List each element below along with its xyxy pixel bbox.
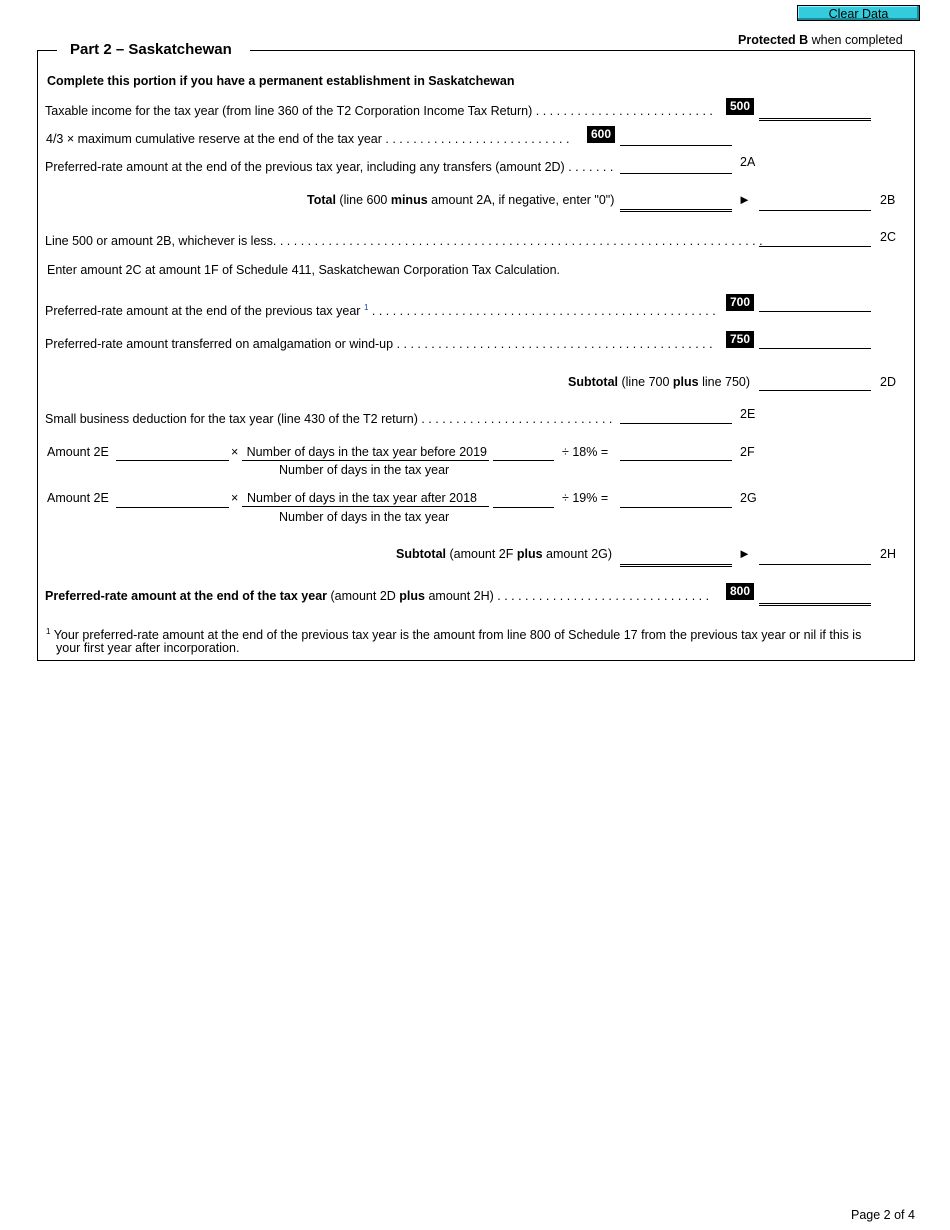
line-600-label: 4/3 × maximum cumulative reserve at the end of the tax year . . . . . . . . . . . . . . . . . . . . . . . . . . . bbox=[46, 132, 570, 146]
amount-2d-label: Subtotal (line 700 plus line 750) bbox=[568, 375, 751, 389]
amount-2e-label: Small business deduction for the tax year (line 430 of the T2 return) . . . . . . . . . . . . . . . . . . . . . . . . . . . . bbox=[45, 412, 613, 426]
amount-2h-label: Subtotal (amount 2F plus amount 2G) bbox=[396, 547, 613, 561]
line-600-code: 600 bbox=[587, 126, 615, 143]
line-500-label: Taxable income for the tax year (from line 360 of the T2 Corporation Income Tax Return) . . . . . . . . . . . . . . . . . . . . . . . . . . bbox=[45, 104, 713, 118]
amount-2g-denominator: Number of days in the tax year bbox=[279, 510, 450, 524]
amount-2b-ref: 2B bbox=[880, 193, 896, 207]
amount-2d-input[interactable] bbox=[759, 375, 871, 391]
line-750-code: 750 bbox=[726, 331, 754, 348]
footnote-line-1: $^1$ Your preferred-rate amount at the end of the previous tax year is the amount from line 800 of Schedule 17 from the previous tax year or nil if this is bbox=[46, 627, 862, 643]
arrow-2h-icon: ► bbox=[738, 546, 751, 561]
line-700-label: Preferred-rate amount at the end of the previous tax year $^1$ . . . . . . . . . . . . . . . . . . . . . . . . . . . . . . . . . . . . . . . . . . . . . . . . . . bbox=[45, 303, 716, 319]
amount-2e-ref: 2E bbox=[740, 407, 756, 421]
amount-2b-input[interactable] bbox=[759, 195, 871, 211]
amount-2f-input[interactable] bbox=[620, 445, 732, 461]
amount-2a-input[interactable] bbox=[620, 158, 732, 174]
amount-2a-label: Preferred-rate amount at the end of the previous tax year, including any transfers (amount 2D) . . . . . . . bbox=[45, 160, 614, 174]
amount-2g-operator: ÷ 19% = bbox=[562, 491, 609, 505]
line-500-code: 500 bbox=[726, 98, 754, 115]
footnote-line-2: your first year after incorporation. bbox=[56, 641, 240, 655]
amount-2g-input[interactable] bbox=[620, 492, 732, 508]
amount-2f-times: × bbox=[231, 445, 239, 459]
amount-2c-label: Line 500 or amount 2B, whichever is less. . . . . . . . . . . . . . . . . . . . . . . . . . . . . . . . . . . . . . . . . . . . . . . . . . . . . . . . . . . . . . . . . . . . . . . bbox=[45, 234, 763, 248]
line-500-input[interactable] bbox=[759, 104, 871, 121]
amount-2f-operator: ÷ 18% = bbox=[562, 445, 609, 459]
line-800-label: Preferred-rate amount at the end of the tax year (amount 2D plus amount 2H) . . . . . . . . . . . . . . . . . . . . . . . . . . . . . . . bbox=[45, 589, 710, 603]
amount-2a-ref: 2A bbox=[740, 155, 756, 169]
intro-heading: Complete this portion if you have a permanent establishment in Saskatchewan bbox=[47, 74, 515, 88]
amount-2g-days-input[interactable] bbox=[493, 492, 554, 508]
line-600-input[interactable] bbox=[620, 130, 732, 146]
amount-2f-2e-input[interactable] bbox=[116, 445, 229, 461]
amount-2c-note: Enter amount 2C at amount 1F of Schedule 411, Saskatchewan Corporation Tax Calculation. bbox=[47, 263, 561, 277]
amount-2f-prefix: Amount 2E bbox=[47, 445, 109, 459]
line-800-code: 800 bbox=[726, 583, 754, 600]
line-800-input[interactable] bbox=[759, 589, 871, 606]
arrow-2b-icon: ► bbox=[738, 192, 751, 207]
amount-2f-numerator: Number of days in the tax year before 2019 bbox=[242, 445, 489, 461]
amount-2g-2e-input[interactable] bbox=[116, 492, 229, 508]
amount-2f-days-input[interactable] bbox=[493, 445, 554, 461]
amount-2h-input[interactable] bbox=[759, 549, 871, 565]
page-number: Page 2 of 4 bbox=[851, 1208, 915, 1222]
amount-2g-ref: 2G bbox=[740, 491, 757, 505]
clear-data-button[interactable]: Clear Data bbox=[797, 5, 920, 21]
line-750-input[interactable] bbox=[759, 333, 871, 349]
amount-2h-subfield[interactable] bbox=[620, 550, 732, 567]
amount-2c-input[interactable] bbox=[759, 231, 871, 247]
part-title: Part 2 – Saskatchewan bbox=[70, 41, 232, 58]
protected-b-label: Protected B when completed bbox=[738, 33, 903, 47]
line-700-code: 700 bbox=[726, 294, 754, 311]
frame-top-left-line bbox=[37, 50, 57, 51]
amount-2h-ref: 2H bbox=[880, 547, 896, 561]
amount-2d-ref: 2D bbox=[880, 375, 896, 389]
amount-2f-ref: 2F bbox=[740, 445, 755, 459]
amount-2g-numerator: Number of days in the tax year after 2018 bbox=[242, 491, 489, 507]
amount-2b-subfield[interactable] bbox=[620, 195, 732, 212]
amount-2b-label: Total (line 600 minus amount 2A, if negative, enter "0") bbox=[307, 193, 615, 207]
frame-top-right-line bbox=[250, 50, 914, 51]
line-700-input[interactable] bbox=[759, 296, 871, 312]
amount-2f-denominator: Number of days in the tax year bbox=[279, 463, 450, 477]
amount-2g-prefix: Amount 2E bbox=[47, 491, 109, 505]
line-750-label: Preferred-rate amount transferred on amalgamation or wind-up . . . . . . . . . . . . . . . . . . . . . . . . . . . . . . . . . . . . . . . . . . . . . . bbox=[45, 337, 713, 351]
amount-2c-ref: 2C bbox=[880, 230, 896, 244]
amount-2e-input[interactable] bbox=[620, 408, 732, 424]
amount-2g-times: × bbox=[231, 491, 239, 505]
